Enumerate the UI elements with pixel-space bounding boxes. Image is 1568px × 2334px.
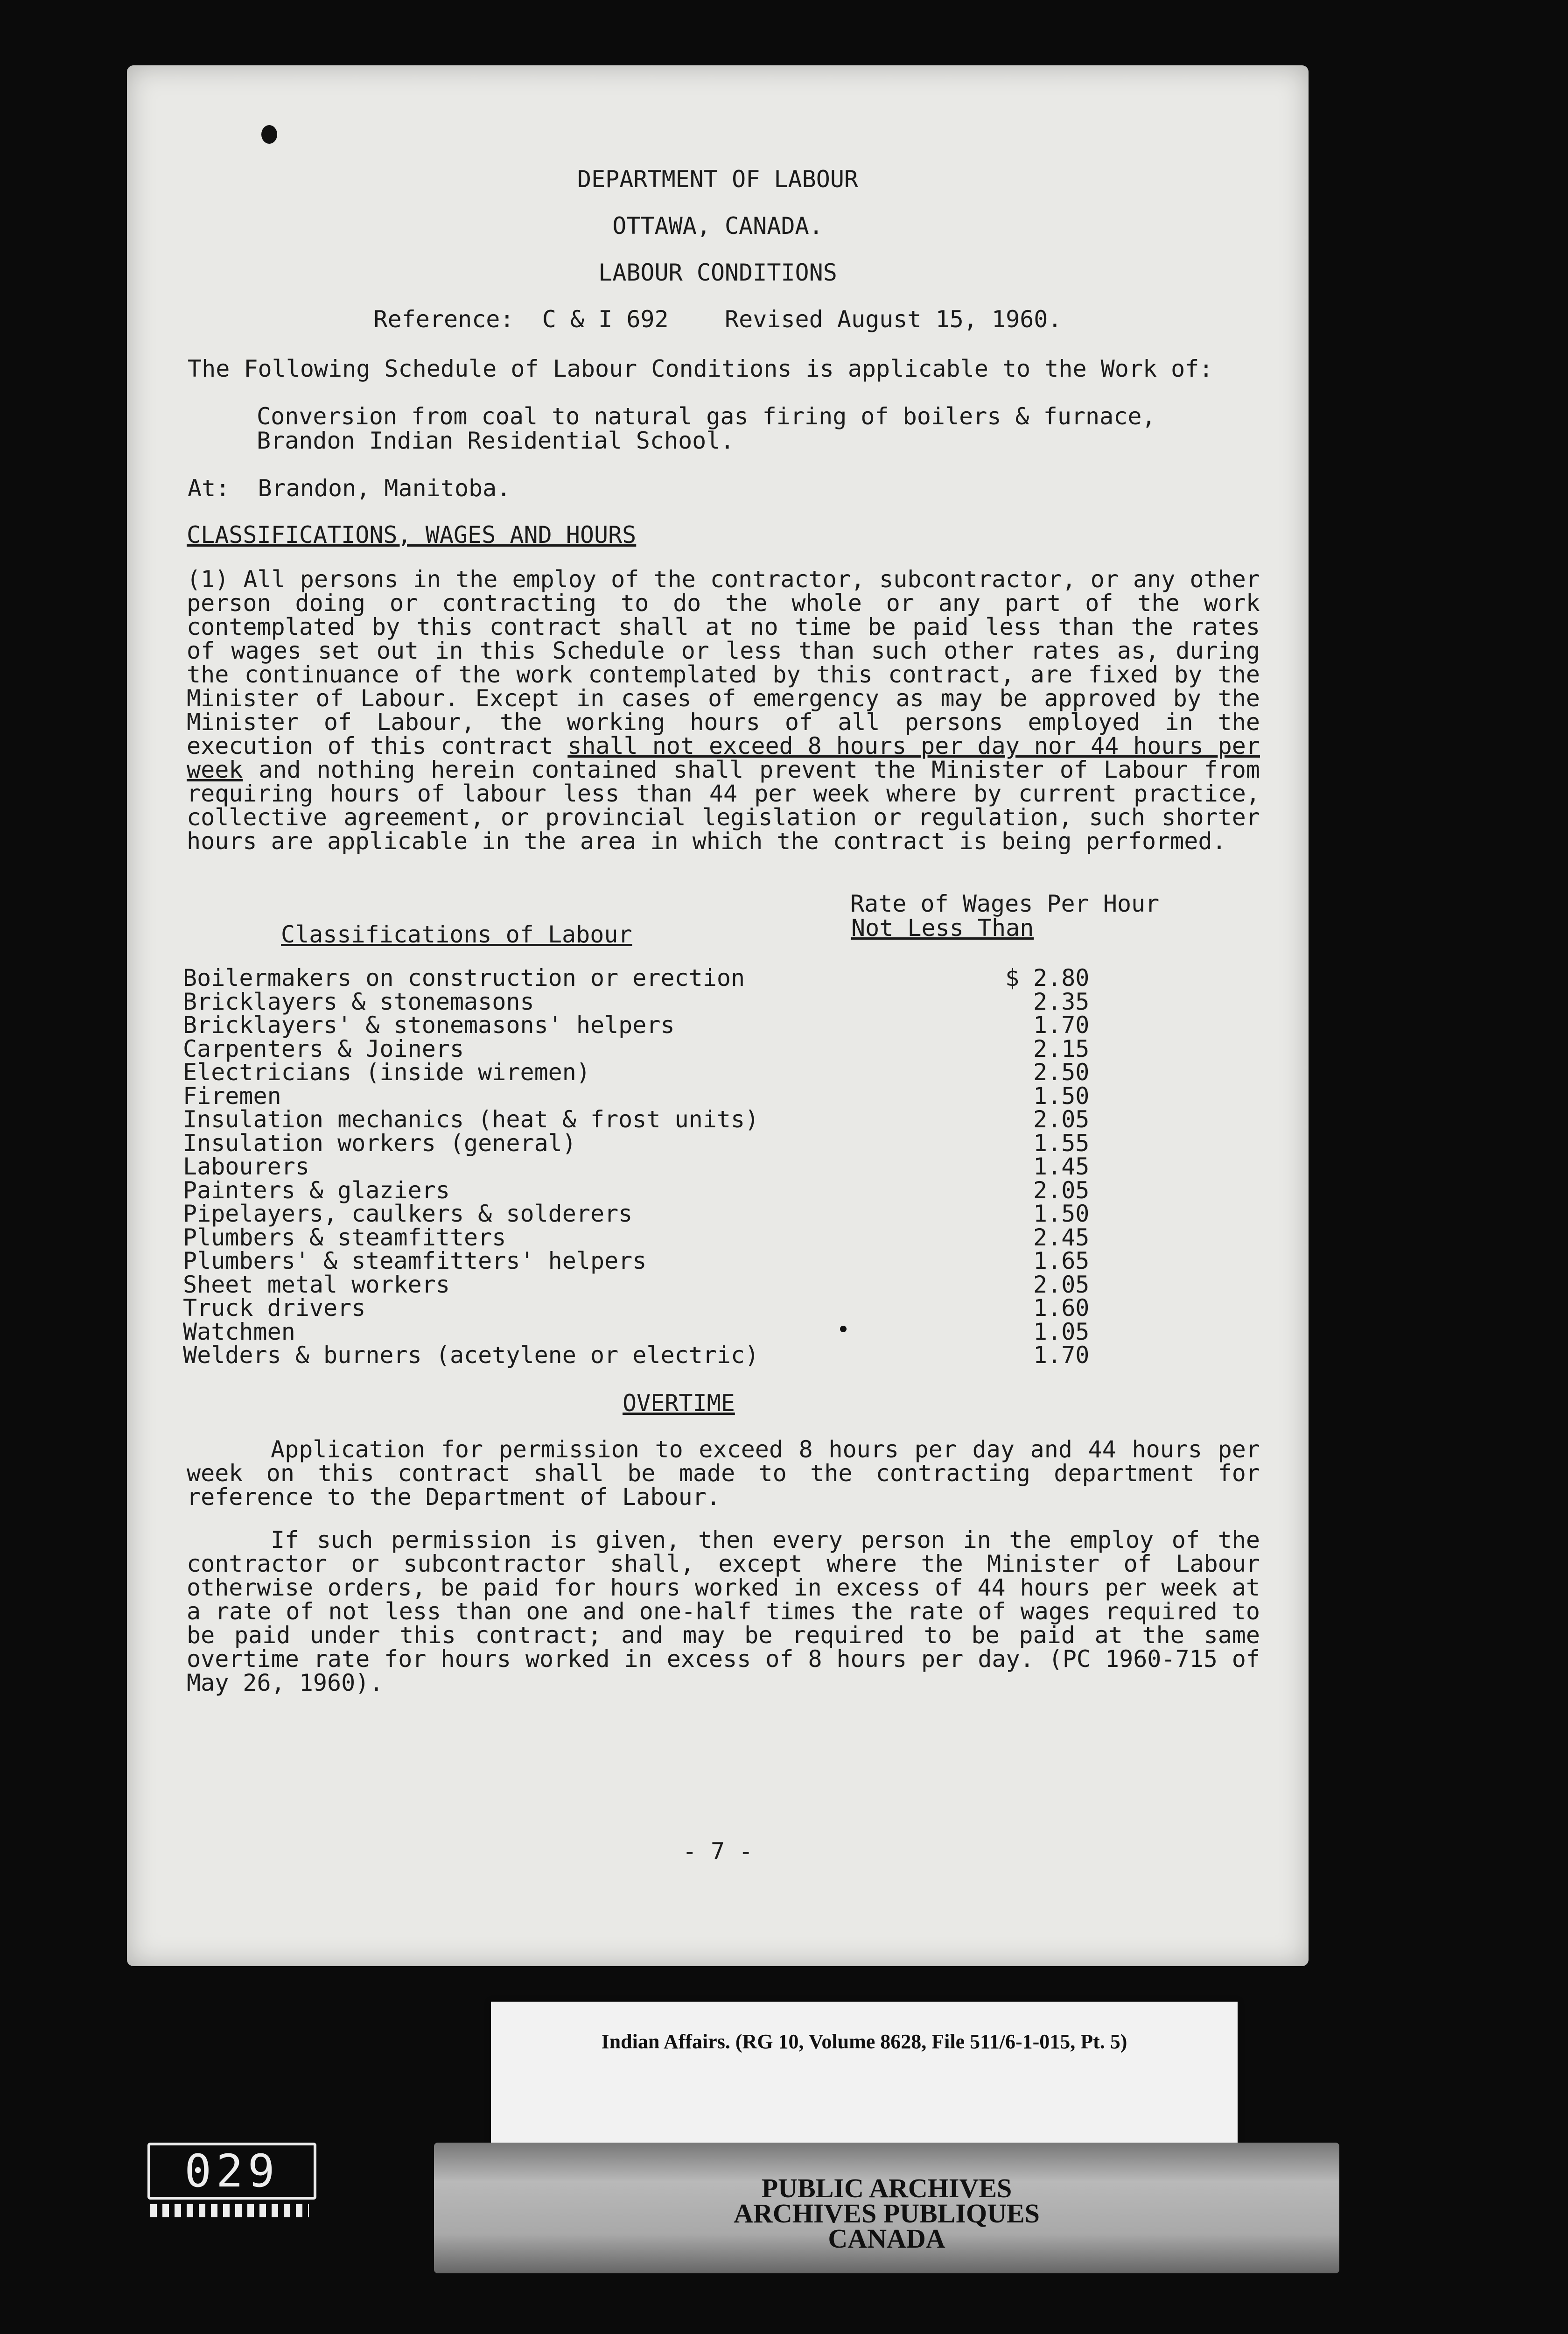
rate-cell: 1.70	[1033, 1342, 1090, 1369]
rate-cell: 1.05	[1033, 1318, 1090, 1345]
table-row	[183, 1343, 1256, 1367]
classification-cell: Plumbers & steamfitters	[183, 1223, 506, 1251]
archive-stamp	[434, 2143, 1339, 2273]
rate-cell: 2.15	[1033, 1035, 1090, 1062]
rate-cell: 1.45	[1033, 1153, 1090, 1180]
clause-1-text-after: and nothing herein contained shall prevent the Minister of Labour from requiring hours of labour less than 44 per week where by current practice, collective agreement, or provincial legislation or regulation, such shorter hours are applicable in the area in which the contract is being performed.	[187, 756, 1260, 855]
archive-stamp-line3: CANADA	[828, 2223, 945, 2254]
frame-number: 029	[147, 2143, 316, 2200]
classification-cell: Bricklayers & stonemasons	[183, 988, 534, 1015]
classification-cell: Labourers	[183, 1153, 309, 1180]
table-row	[183, 1202, 1256, 1226]
dust-speck	[261, 125, 277, 144]
rate-header-line2	[851, 916, 1034, 940]
reference-line: Reference: C & I 692 Revised August 15, 1960.	[373, 306, 1062, 333]
classification-cell: Boilermakers on construction or erection	[183, 964, 745, 991]
rate-cell: 2.05	[1033, 1176, 1090, 1204]
classification-cell: Bricklayers' & stonemasons' helpers	[183, 1012, 675, 1039]
wage-table	[183, 966, 1256, 1367]
table-row	[183, 1013, 1256, 1037]
rate-cell: 1.55	[1033, 1129, 1090, 1157]
rate-header-line2-text: Not Less Than	[851, 914, 1034, 942]
classification-cell: Plumbers' & steamfitters' helpers	[183, 1247, 647, 1274]
classification-cell: Carpenters & Joiners	[183, 1035, 464, 1062]
rate-cell: 2.45	[1033, 1223, 1090, 1251]
classification-header: Classifications of Labour	[281, 921, 632, 948]
intro-line: The Following Schedule of Labour Conditions is applicable to the Work of:	[188, 355, 1213, 382]
classification-cell: Insulation workers (general)	[183, 1129, 576, 1157]
table-row	[183, 1129, 1256, 1157]
header-location: OTTAWA, CANADA.	[612, 212, 823, 239]
classification-cell: Truck drivers	[183, 1294, 366, 1322]
overtime-paragraph-2: If such permission is given, then every person in the employ of the contractor or subcontractor shall, except where the Minister of Labour otherwise orders, be paid for hours worked in excess of 44 hours per week at a rate of not less than one and one-half times the rate of wages required to be paid under this contract; and may be required to be paid at the same overtime rate for hours worked in excess of 8 hours per day. (PC 1960-715 of May 26, 1960).	[187, 1526, 1260, 1696]
rate-cell: 2.50	[1033, 1059, 1090, 1086]
classification-cell: Sheet metal workers	[183, 1271, 450, 1298]
location-line: At: Brandon, Manitoba.	[188, 475, 511, 502]
clause-1-text-before: (1) All persons in the employ of the contractor, subcontractor, or any other person doing or contracting to do the whole or any part of the work contemplated by this contract shall at no time be paid less than the rates of wages set out in this Schedule or less than such other rates as, during the continuance of the work contemplated by this contract, are fixed by the Minister of Labour. Except in cases of emergency as may be approved by the Minister of Labour, the working hours of all persons employed in the execution of this contract	[187, 566, 1260, 759]
table-row	[183, 1223, 1256, 1251]
archive-caption-text: Indian Affairs. (RG 10, Volume 8628, File 511/6-1-015, Pt. 5)	[601, 2030, 1127, 2053]
archive-stamp-line1: PUBLIC ARCHIVES	[761, 2173, 1012, 2203]
classification-cell: Pipelayers, caulkers & solderers	[183, 1200, 633, 1227]
rate-cell: 2.05	[1033, 1106, 1090, 1133]
clause-1	[187, 568, 1260, 853]
page-number: - 7 -	[682, 1838, 753, 1865]
rate-cell: 1.65	[1033, 1247, 1090, 1274]
work-description-line1: Conversion from coal to natural gas firing of boilers & furnace,	[257, 403, 1156, 430]
classification-cell: Welders & burners (acetylene or electric)	[183, 1342, 759, 1369]
classification-cell: Watchmen	[183, 1318, 295, 1345]
table-row	[183, 1249, 1256, 1273]
table-row	[183, 1273, 1256, 1297]
dust-speck	[840, 1326, 847, 1332]
overtime-paragraph-1: Application for permission to exceed 8 hours per day and 44 hours per week on this contract shall be made to the contracting department for reference to the Department of Labour.	[187, 1436, 1260, 1511]
classification-cell: Insulation mechanics (heat & frost units)	[183, 1106, 759, 1133]
table-row	[183, 1176, 1256, 1204]
rate-cell: 1.50	[1033, 1200, 1090, 1227]
table-row	[183, 1296, 1256, 1320]
classification-cell: Firemen	[183, 1082, 281, 1110]
rate-cell: 2.80	[1033, 964, 1090, 991]
classification-cell: Electricians (inside wiremen)	[183, 1059, 590, 1086]
table-row	[183, 1037, 1256, 1061]
film-edge-ticks	[150, 2204, 309, 2217]
archive-caption-label	[491, 2002, 1238, 2160]
overtime-heading: OVERTIME	[623, 1390, 735, 1417]
document-page	[127, 65, 1309, 1966]
table-row	[183, 1084, 1256, 1108]
clause-1-hours-limit: shall not exceed 8 hours per day nor 44 hours per week	[187, 732, 1260, 783]
rate-cell: 2.35	[1033, 988, 1090, 1015]
classification-cell: Painters & glaziers	[183, 1176, 450, 1204]
rate-cell: 2.05	[1033, 1271, 1090, 1298]
table-row	[183, 1320, 1256, 1344]
currency-symbol: $	[1005, 964, 1020, 991]
table-row	[183, 1061, 1256, 1084]
work-description-line2: Brandon Indian Residential School.	[257, 427, 735, 454]
rate-header-line1: Rate of Wages Per Hour	[850, 890, 1160, 917]
table-row	[183, 990, 1256, 1014]
header-department: DEPARTMENT OF LABOUR	[577, 166, 859, 193]
table-row	[183, 1155, 1256, 1179]
header-title: LABOUR CONDITIONS	[598, 259, 837, 286]
section-heading: CLASSIFICATIONS, WAGES AND HOURS	[187, 521, 637, 548]
table-row	[183, 1108, 1256, 1132]
rate-cell: 1.70	[1033, 1012, 1090, 1039]
rate-cell: 1.50	[1033, 1082, 1090, 1110]
table-row	[183, 966, 1256, 990]
archive-stamp-line2: ARCHIVES PUBLIQUES	[734, 2198, 1040, 2229]
rate-cell: 1.60	[1033, 1294, 1090, 1322]
